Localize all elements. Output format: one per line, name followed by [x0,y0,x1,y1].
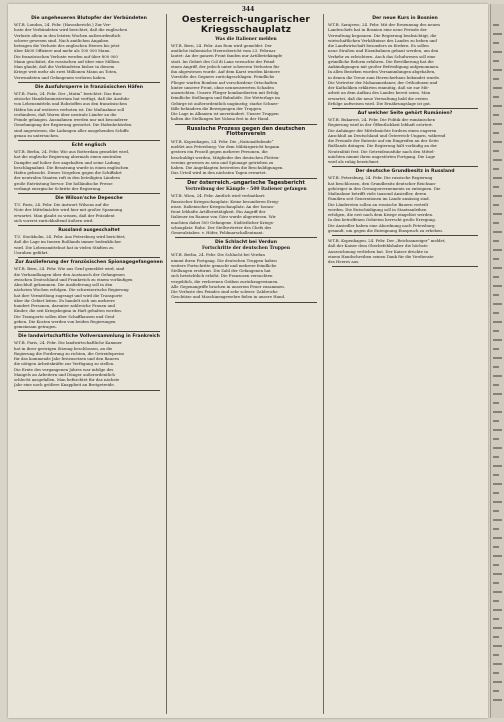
edge-text-fragment [493,600,499,602]
body-line: Häfen bis auf weiteres verboten ist. Die Maßnahme soll [14,106,125,112]
body-line: einem Handschreiben seinen Dank für die Verdienste [328,253,434,259]
edge-text-fragment [493,699,502,701]
article-divider [332,166,478,167]
body-line: erfolgen, die erst nach dem Kriege eingelöst werden. [328,212,434,218]
edge-text-fragment [493,447,502,449]
edge-text-fragment [493,168,499,170]
body-line: halten die Stellungen bei Valona fest in der Hand. [171,116,270,122]
article-divider [18,140,160,141]
body-line: gemeinsam getragen. [14,324,57,330]
body-line: schwer gewesen sind. Nach amtlichen Angaben [14,37,109,43]
edge-text-fragment [493,123,502,125]
edge-text-fragment [493,492,499,494]
body-line: Maßnahme betrifft viele tausend Ansiedler, deren [328,191,427,197]
article-body [14,91,164,138]
body-line: verhindern, daß Waren über neutrale Länder an die [14,111,117,117]
body-line: hundert Personen, darunter zahlreiche Frauen und [14,303,116,309]
body-line: hat in ihrer gestrigen Sitzung beschlossen, an die [14,345,113,351]
edge-text-fragment [493,375,502,377]
body-line: Unruhen geführt. [14,249,49,255]
article-body [328,238,482,264]
edge-text-fragment [493,204,499,206]
body-line: große Entrüstung hervor. Die holländische Presse [14,180,113,186]
article-body [14,234,164,255]
edge-text-fragment [493,60,499,62]
edge-text-fragment [493,339,502,341]
article-divider [18,331,160,332]
edge-text-fragment [493,510,499,512]
edge-text-fragment [493,141,502,143]
body-line: Die französischen Verluste werden auf über 800 000 [14,53,118,59]
edge-text-fragment [493,294,499,296]
edge-text-fragment [493,402,499,404]
edge-text-fragment [493,420,499,422]
body-line: Feinde gelangen. Ausnahmen werden nur mit besonderer [14,117,128,123]
body-line: Kriege weit mehr als zwei Millionen Mann an Toten, [14,69,118,75]
edge-text-fragment [493,357,502,359]
article-headline: Oesterreich-ungarischer Kriegsschauplatz [181,15,311,35]
body-line: Die Lage in Albanien ist unverändert. Unsere Truppen [171,111,279,117]
body-line: über ihr Gebiet leiten. Es handelt sich um mehrere [14,297,115,303]
edge-text-fragment [493,465,502,467]
body-line: die nötigen Arbeitskräfte zur Verfügung zu stellen. [14,361,115,367]
body-line: gehöriger in den Grenzgouvernements zu enteignen. Die [328,185,441,191]
body-line: W.T.B. Bern, 24. Febr. Aus Rom wird gemeldet: Der [171,42,272,48]
body-line: amtliche italienische Heeresbericht vom 23. Februar [171,48,276,54]
edge-text-fragment [493,429,502,431]
body-line: Regierung wird in der Öffentlichkeit lebhaft erörtert. [328,122,434,128]
body-line: Die Vertreter der Mohammedaner, der Orthodoxen und [328,79,438,85]
edge-text-fragment [493,78,499,80]
article-divider [175,237,317,238]
column-3 [326,14,484,714]
body-line: beschuldigt werden, Mitglieder des deutschen Flotten- [171,154,280,160]
article-subhead: Was die Italiener melden [215,36,277,42]
article-headline: Der deutsche Grundbesitz in Russland [355,169,455,175]
article-body [171,252,321,299]
body-line: vereins gewesen zu sein und Spionage getrieben zu [171,159,274,165]
article-body [14,202,164,223]
article-divider [175,178,317,179]
body-line: einen Angriff, der jedoch unter schweren Verlusten für [171,63,280,69]
body-line: Vorstöße des Gegners zurückgeschlagen. Feindliche [171,74,275,80]
edge-text-fragment [493,690,499,692]
body-line: W.T.B. Sarajewo, 24. Febr. Mit der Ernennung des neuen [328,22,440,28]
article-divider [175,124,317,125]
body-line: vergeblich, die verlorenen Gräben zurückzugewinnen. [171,278,279,284]
body-line: Mann geschätzt, die russischen auf über eine Million. [14,58,121,64]
edge-text-fragment [493,627,502,629]
article-headline: Auf welcher Seite gehört Rumänien? [357,111,453,117]
body-line: Verwundeten und Gefangenen verloren haben. [14,74,107,80]
body-line: gestern ein Prozeß gegen mehrere Personen, die [171,149,268,155]
body-line: Erfolge aufweisen wird. Die Ernährungslage ist gut. [328,100,432,106]
edge-text-fragment [493,663,502,665]
article-divider [332,266,478,267]
edge-text-fragment [493,258,499,260]
body-line: wirtschaftlichen Verhältnisse des Landes zu heben und [328,37,437,43]
body-line: nimmt ihren Fortgang. Die deutschen Truppen haben [171,257,277,263]
edge-text-fragment [493,681,502,683]
edge-text-fragment [493,537,502,539]
body-line: Note der Mittelmächte wird hier mit großer Spannung [14,207,123,213]
body-line: Familien seit Generationen im Lande ansässig sind. [328,196,430,202]
edge-text-fragment [493,42,499,44]
body-line: schauplatz: Ruhe. Der Stellvertreter des Chefs des [171,224,272,230]
article-body [14,149,164,191]
body-line: nisse. Italienischer Kriegsschauplatz: An der Isonzo- [171,203,275,209]
body-line: daß der Kaiser dem Oberbefehlshaber die höchste [328,243,428,249]
edge-text-fragment [493,519,502,521]
body-line: von Lebensmitteln und Rohstoffen aus den französischen [14,101,127,107]
body-line: die Verhandlungen über den Austausch der Gefangenen [14,271,125,277]
edge-text-fragment [493,384,499,386]
article-headline: Die Wilson'sche Depesche [55,196,123,202]
body-line: zösische Handelsministerium hat verfügt, daß die Ausfuhr [14,96,130,102]
body-line: lautet: An der ganzen Front fanden nur Artilleriekämpfe [171,53,283,59]
edge-text-fragment [493,150,499,152]
body-line: Die Ansiedler haben eine Abordnung nach Petersburg [328,222,435,228]
edge-text-fragment [493,636,499,638]
body-line: hat ihre Vermittlung zugesagt und wird die Transporte [14,292,123,298]
body-line: feindliche Stellungen und Bahnhöfe. Die Wetterlage im [171,95,280,101]
article-divider [18,82,160,83]
body-line: sich vorerst zurückhaltend äußern wird. [14,217,94,223]
article-headline: Die landwirtschaftliche Vollversammlung in Frankreich [18,334,160,340]
body-line: neue Straßen und Eisenbahnen gebaut werden, um den [328,48,439,54]
body-line: werden. Die Entschädigung soll in Staatsanleihen [328,206,427,212]
body-line: Verwaltung begonnen. Die Regierung beabsichtigt, die [328,32,437,38]
body-line: W.T.B. Berlin, 24. Febr. Wie aus Rotterdam gemeldet wird, [14,149,130,155]
edge-text-fragment [493,222,499,224]
body-line: Alle Gegenangriffe brachen in unserem Feuer zusammen. [171,283,286,289]
edge-text-fragment [493,618,499,620]
edge-text-fragment [493,312,499,314]
body-line: meldet aus Petersburg: Vor dem Militärgericht begann [171,144,280,150]
newspaper-page [8,4,488,718]
body-line: gesandt, um gegen die Enteignung Einspruch zu erheben. [328,227,444,233]
body-line: W.T.B. Bukarest, 24. Febr. Die Politik der rumänischen [328,117,436,123]
body-line: machten dabei 500 Gefangene. Südöstlicher Kriegs- [171,219,275,225]
edge-text-fragment [493,24,499,26]
edge-text-fragment [493,321,502,323]
edge-text-fragment [493,609,502,611]
edge-text-fragment [493,366,499,368]
body-line: schlecht ausgefallen. Man befürchtet für das nächste [14,377,120,383]
body-line: verlangt energische Schritte der Regierung. [14,185,102,191]
column-container [12,14,484,714]
body-line: Anschluß an Deutschland und Österreich-Ungarn, während [328,132,446,138]
edge-text-fragment [493,573,502,575]
body-line: des Heeres aus. [328,259,360,265]
body-line: front lebhafte Artillerietätigkeit. Ein Angriff der [171,209,266,215]
body-line: Geschütze und Maschinengewehre fielen in unsere Hand. [171,294,286,300]
body-line: gründliche Reform erfahren. Die Bevölkerung hat die [328,58,434,64]
body-line: weitere Fortschritte gemacht und mehrere feindliche [171,262,277,268]
body-line: Die Verluste des Feindes sind sehr schwer. Zahlreiche [171,289,278,295]
edge-text-fragment [493,249,502,251]
article-headline: Die Ausfuhrsperre in französischen Häfen [34,84,144,90]
edge-text-fragment [493,591,502,593]
body-line: W.T.B. Petersburg, 24. Febr. Die russische Regierung [328,175,433,181]
edge-text-fragment [493,411,502,413]
edge-text-fragment [493,348,499,350]
edge-text-fragment [493,87,502,89]
edge-text-fragment [493,645,502,647]
body-line: nächsten Wochen erfolgen. Die schweizerische Regierung [14,287,129,293]
body-line: Neutralität fest. Die Getreideausfuhr nach den Mittel- [328,148,435,154]
edge-text-fragment [493,582,499,584]
edge-text-fragment [493,528,499,530]
body-line: Die Transporte sollen über Schaffhausen und Genf [14,313,115,319]
article-headline: Die ungeheueren Blutopfer der Verbündeten [31,16,147,21]
edge-text-fragment [493,159,502,161]
body-line: die Freunde der Entente auf ein Eingreifen an der Seite [328,138,439,144]
page-number: 344 [241,6,255,13]
body-line: betragen die Verluste des englischen Heeres bis jetzt [14,43,120,49]
body-line: Verluste allein in den letzten Wochen außerordentlich [14,32,121,38]
edge-text-fragment [493,51,502,53]
article-headline: Russland ausgeschaltet [58,228,120,234]
article-body [328,22,482,106]
body-line: Stellungen erstürmt. Die Zahl der Gefangenen hat [171,268,271,274]
article-body [171,193,321,235]
edge-text-fragment [493,267,502,269]
body-line: wird. Die Lebensmittelnot hat in vielen Städten zu [14,244,114,250]
edge-text-fragment [493,501,502,503]
body-line: Italiener im Raume von Görz wurde abgewiesen. Wir [171,214,276,220]
body-line: gehen. Die Kosten werden von beiden Regierungen [14,318,116,324]
body-line: über 4600 Offiziere und mehr als 100 000 Mann. [14,48,111,54]
edge-text-fragment [493,654,499,656]
article-headline: Echt englisch [71,143,107,149]
edge-text-fragment [493,186,499,188]
body-line: In den betroffenen Gebieten herrscht große Erregung. [328,217,436,223]
body-line: ihn abgewiesen wurde. Auf dem Karst wurden kleinere [171,69,280,75]
article-divider [332,235,478,236]
edge-text-fragment [493,276,499,278]
body-line: Die Anhänger der Mittelmächte fordern einen engeren [328,127,437,133]
body-line: für das kommende Jahr festzusetzen und den Bauern [14,356,119,362]
article-divider [332,108,478,109]
edge-text-fragment [493,33,502,35]
body-line: T.U. Paris, 24. Febr. Die Antwort Wilsons auf die [14,202,109,208]
body-line: Kinder, die seit Kriegsbeginn in Haft gehalten werden. [14,308,122,314]
body-line: der neutralen Staaten ruft in den beteiligten Ländern [14,175,120,181]
body-line: Flieger warfen Bomben auf verschiedene Ortschaften [171,79,278,85]
edge-text-fragment [493,393,502,395]
article-divider [175,302,317,303]
body-line: Landeschefs hat in Bosnien eine neue Periode der [328,27,427,33]
body-line: W.T.B. Kopenhagen, 24. Febr. Die „Nationaltidende“ [171,138,274,144]
body-line: die Landwirtschaft besonders zu fördern. Es sollen [328,43,429,49]
edge-text-fragment [493,231,502,233]
body-line: Ankündigungen mit großer Befriedigung aufgenommen. [328,64,440,70]
article-headline: Die Schlacht bei Verdun [215,240,277,246]
body-line: hat beschlossen, den Grundbesitz deutscher Reichsan- [328,180,437,186]
article-divider [18,193,160,194]
body-line: genau zu untersuchen. [14,132,60,138]
body-line: W.T.B. Kopenhagen, 24. Febr. Der „Reichsanzeiger“ meldet, [328,238,446,244]
edge-text-fragment [493,132,499,134]
edge-text-fragment [493,195,502,197]
body-line: sich beträchtlich erhöht. Die Franzosen versuchten [171,273,273,279]
body-line: Jahr eine noch größere Knappheit an Brotgetreide. [14,382,115,388]
body-line: Mangels an Arbeitern und Dünger außerordentlich [14,371,115,377]
article-divider [18,390,160,391]
article-headline: Der österreich.-ungarische Tagesbericht [187,179,305,186]
body-line: Genehmigung der Regierung gestattet. Die Hafenbehörden [14,122,132,128]
body-line: In allen Bezirken wurden Versammlungen abgehalten, [328,69,436,75]
edge-text-fragment [493,177,502,179]
body-line: fälle behindern die Bewegungen der Truppen. [171,105,263,111]
body-line: W.T.B. Wien, 24. Febr. Amtlich wird verlautbart: [171,193,266,199]
edge-text-fragment [493,456,499,458]
body-line: W.T.B. Paris, 24. Febr. Der „Matin“ berichtet: Das fran- [14,90,123,96]
article-body [171,139,321,176]
body-line: T.U. Stockholm, 24. Febr. Aus Petersburg wird berichtet, [14,234,126,240]
column-2 [169,14,324,714]
body-line: Abschluß gekommen. Die Auslieferung soll in den [14,282,113,288]
body-line: zwischen Deutschland und Frankreich zu einem vorläufigen [14,276,133,282]
body-line: Dampfer auf hoher See angehalten und seine Ladung [14,159,120,165]
article-body [14,22,164,80]
edge-text-fragment [493,213,502,215]
body-line: haben. Die Angeklagten bestreiten die Beschuldigungen. [171,165,284,171]
edge-text-fragment [493,483,502,485]
adjacent-page-edge [490,4,504,718]
column-1 [12,14,167,714]
article-subhead: Fortschritte der deutschen Truppen [201,246,291,252]
edge-text-fragment [493,330,499,332]
body-line: daß die Lage im Innern Rußlands immer bedenklicher [14,239,122,245]
edge-text-fragment [493,114,499,116]
body-line: Die Ernte des vergangenen Jahres war infolge des [14,366,114,372]
body-line: Generalstabes: v. Höfer, Feldmarschalleutnant. [171,230,264,236]
body-line: Hafen gebracht. Dieses Vorgehen gegen die Schiffahrt [14,170,122,176]
body-line: erwartet, daß die neue Verwaltung bald die ersten [328,95,428,101]
body-line: Russischer Kriegsschauplatz: Keine besonderen Ereig- [171,198,280,204]
article-headline: Zur Auslieferung der französischen Spionagegefangenen [15,260,163,266]
body-line: Man glaubt, daß die Verbündeten bisher in diesem [14,64,115,70]
body-line: Die Ländereien sollen an russische Bauern verteilt [328,201,429,207]
body-line: in denen die Treue zum Herrscherhaus bekundet wurde. [328,74,441,80]
edge-text-fragment [493,555,502,557]
body-line: hinter unserer Front, ohne nennenswerten Schaden [171,84,274,90]
body-line: W.T.B. Bern, 24. Febr. Wie aus Genf gemeldet wird, sind [14,266,125,272]
body-line: W.T.B. London, 24. Febr. (Havasbericht.) Zur Ver- [14,22,112,28]
article-divider [18,257,160,258]
edge-text-fragment [493,69,502,71]
edge-text-fragment [493,564,499,566]
body-line: der Katholiken erklärten einmütig, daß sie zur Mit- [328,85,430,91]
edge-text-fragment [493,438,499,440]
body-line: W.T.B. Berlin, 24. Febr. Die Schlacht bei Verdun [171,252,265,258]
body-line: Verkehr zu erleichtern. Auch das Schulwesen soll eine [328,53,436,59]
article-headline: Russische Prozess gegen den deutschen Flottenverein [186,125,306,138]
body-line: Auszeichnung verliehen hat. Der Kaiser drückte in [328,248,429,254]
article-headline: Der neue Kurs in Bosnien [372,16,438,21]
body-line: erwartet. Man glaubt zu wissen, daß der Präsident [14,212,115,218]
body-line: sind angewiesen, die Ladungen aller ausgehenden Schiffe [14,127,129,133]
edge-text-fragment [493,546,499,548]
body-line: wird als ruhig bezeichnet. [328,159,380,165]
body-line: Gebirge ist außerordentlich ungünstig; starke Schnee- [171,100,279,106]
article-divider [18,225,160,226]
body-line: statt. Im Gebiet des Col di Lana versuchte der Feind [171,58,275,64]
article-subhead: Vertreibung der Kämpfe – 500 Italiener gefangen [185,187,307,193]
body-line: mächten nimmt ihren ungestörten Fortgang. Die Lage [328,153,436,159]
article-body [14,266,164,329]
body-line: arbeit an dem Aufbau des Landes bereit seien. Man [328,90,431,96]
edge-text-fragment [493,96,499,98]
edge-text-fragment [493,285,502,287]
article-body [14,340,164,387]
edge-text-fragment [493,474,499,476]
body-line: luste der Verbündeten wird berichtet, daß die englischen [14,27,128,33]
edge-text-fragment [493,240,499,242]
body-line: Rußlands drängen. Die Regierung hält vorläufig an der [328,143,437,149]
edge-text-fragment [493,105,502,107]
edge-text-fragment [493,303,502,305]
body-line: beschlagnahmt. Die Besatzung wurde in einen englischen [14,164,129,170]
body-line: anzurichten. Unsere Flieger bombardierten mit Erfolg [171,90,279,96]
body-line: Das Urteil wird in den nächsten Tagen erwartet. [171,170,267,176]
body-line: Regierung die Forderung zu richten, die Getreidepreise [14,350,125,356]
body-line: hat die englische Regierung abermals einen neutralen [14,154,122,160]
edge-text-fragment [493,672,499,674]
article-body [328,117,482,164]
body-line: W.T.B. Paris, 24. Febr. Die landwirtschaftliche Kammer [14,340,123,346]
article-body [328,175,482,233]
article-body [171,43,321,122]
